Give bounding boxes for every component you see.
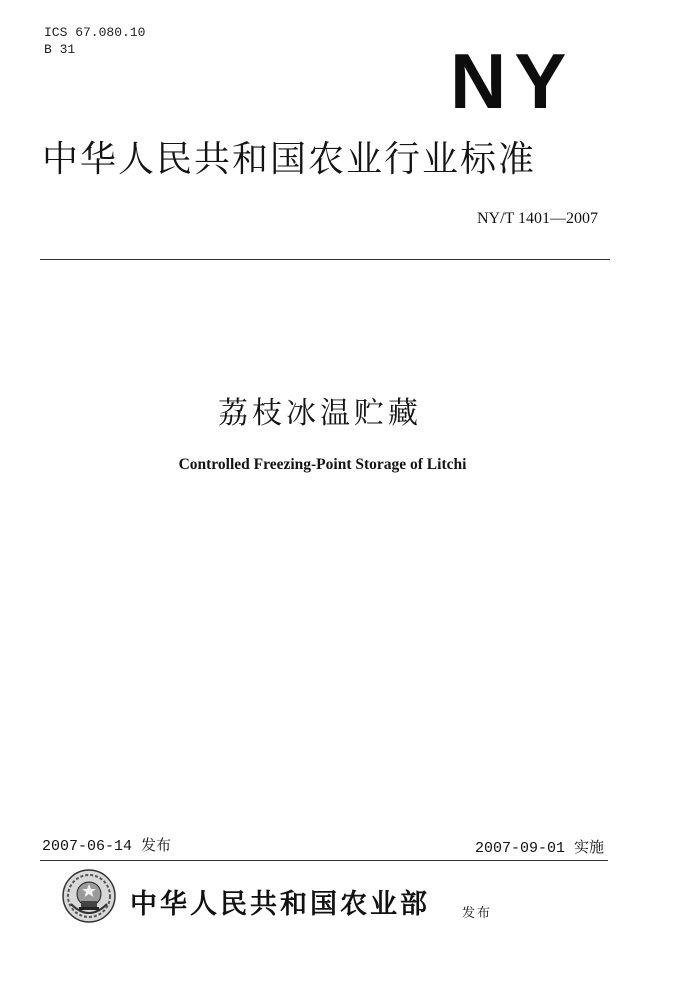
standard-number: NY/T 1401—2007 bbox=[476, 210, 598, 227]
standard-category-title: 中华人民共和国农业行业标准 bbox=[42, 139, 537, 180]
bottom-divider bbox=[40, 860, 608, 861]
ny-logo: NY bbox=[450, 37, 575, 125]
issue-date: 2007-06-14 发布 bbox=[42, 838, 172, 855]
classification-codes bbox=[44, 24, 145, 58]
ics-code: ICS 67.080.10 bbox=[44, 25, 146, 40]
issuing-authority: 中华人民共和国农业部 bbox=[130, 889, 430, 920]
national-emblem-icon bbox=[61, 868, 117, 924]
issuing-authority-suffix: 发布 bbox=[462, 906, 493, 921]
ccs-code: B 31 bbox=[44, 42, 76, 57]
document-title-chinese: 荔枝冰温贮藏 bbox=[218, 396, 422, 431]
implementation-date: 2007-09-01 实施 bbox=[474, 840, 604, 857]
document-title-english: Controlled Freezing-Point Storage of Litchi bbox=[178, 456, 467, 473]
top-divider bbox=[40, 259, 610, 260]
